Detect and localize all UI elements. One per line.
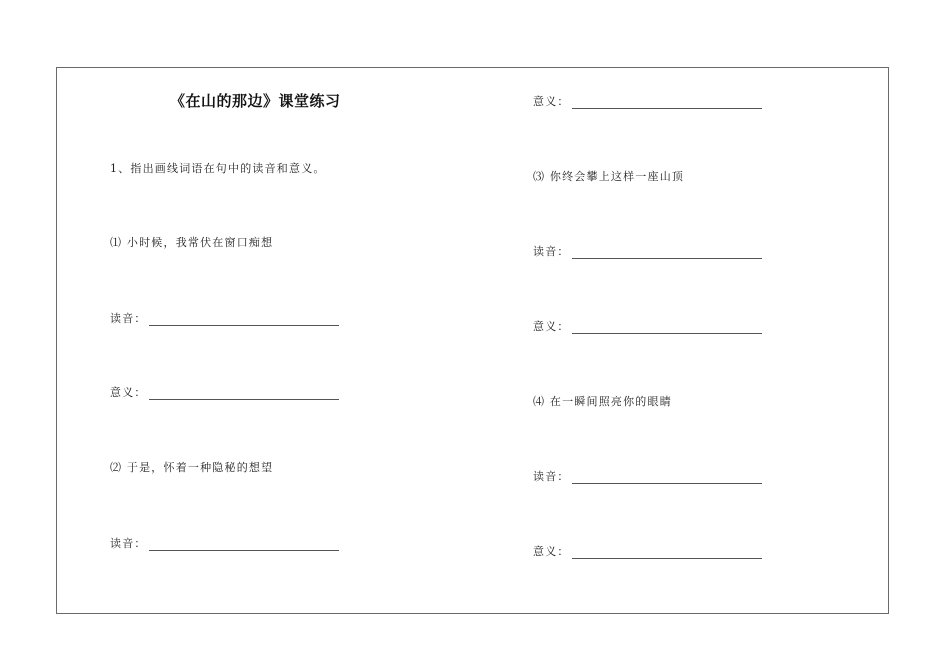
reading-blank-1[interactable]: [149, 315, 339, 326]
meaning-blank-1[interactable]: [149, 389, 339, 400]
answer-row-2-meaning: [533, 93, 762, 109]
question-3: ⑶ 你终会攀上这样一座山顶: [533, 170, 685, 183]
answer-row-2-reading: [110, 535, 339, 551]
meaning-blank-3[interactable]: [572, 323, 762, 334]
question-4: ⑷ 在一瞬间照亮你的眼睛: [533, 395, 672, 408]
reading-label: 读音：: [533, 470, 570, 483]
question-1: ⑴ 小时候，我常伏在窗口痴想: [110, 236, 274, 249]
answer-row-1-meaning: [110, 384, 339, 400]
answer-row-3-meaning: [533, 318, 762, 334]
question-2: ⑵ 于是，怀着一种隐秘的想望: [110, 461, 274, 474]
reading-blank-3[interactable]: [572, 248, 762, 259]
meaning-blank-2[interactable]: [572, 98, 762, 109]
instruction-text: 1、指出画线词语在句中的读音和意义。: [110, 162, 326, 175]
meaning-label: 意义：: [533, 320, 570, 333]
reading-blank-2[interactable]: [149, 540, 339, 551]
answer-row-4-meaning: [533, 543, 762, 559]
meaning-label: 意义：: [533, 95, 570, 108]
reading-label: 读音：: [110, 312, 147, 325]
page-title: 《在山的那边》课堂练习: [170, 92, 341, 110]
answer-row-3-reading: [533, 243, 762, 259]
answer-row-1-reading: [110, 310, 339, 326]
reading-blank-4[interactable]: [572, 473, 762, 484]
answer-row-4-reading: [533, 468, 762, 484]
meaning-blank-4[interactable]: [572, 548, 762, 559]
meaning-label: 意义：: [110, 386, 147, 399]
reading-label: 读音：: [533, 245, 570, 258]
page-border: [56, 67, 889, 614]
meaning-label: 意义：: [533, 545, 570, 558]
reading-label: 读音：: [110, 537, 147, 550]
